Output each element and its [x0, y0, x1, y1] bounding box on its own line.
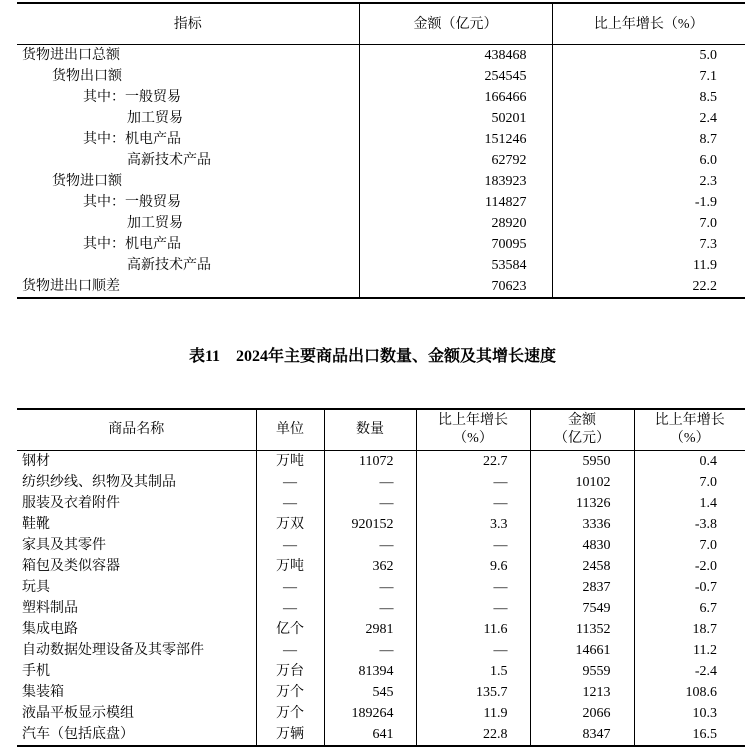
amount-cell: 1213: [530, 682, 634, 703]
column-header: 金额（亿元）: [359, 3, 552, 45]
column-header-line: （%）: [453, 431, 493, 446]
amount-cell: 70623: [359, 276, 552, 298]
amount-cell: 438468: [359, 45, 552, 67]
amount-cell: 2066: [530, 703, 634, 724]
column-header-line: 比上年增长: [654, 413, 725, 428]
growth-cell: 7.0: [552, 213, 745, 234]
amount-cell: 7549: [530, 598, 634, 619]
amount-cell: 11326: [530, 493, 634, 514]
amount-cell: 10102: [530, 472, 634, 493]
commodity-name: 自动数据处理设备及其零部件: [22, 643, 204, 658]
quantity-growth-cell: 9.6: [416, 556, 530, 577]
commodity-name: 手机: [22, 664, 50, 679]
amount-cell: 151246: [359, 129, 552, 150]
growth-cell: 2.3: [552, 171, 745, 192]
quantity-growth-cell: —: [416, 598, 530, 619]
unit-cell: 万个: [256, 682, 324, 703]
column-header: 指标: [17, 3, 359, 45]
table-row: [17, 108, 745, 129]
column-header-line: 商品名称: [108, 422, 165, 437]
table-header-row: [17, 409, 745, 451]
table-row: [17, 45, 745, 67]
quantity-cell: —: [324, 640, 416, 661]
table-row: [17, 703, 745, 724]
amount-growth-cell: 1.4: [634, 493, 745, 514]
growth-cell: 7.3: [552, 234, 745, 255]
quantity-growth-cell: 3.3: [416, 514, 530, 535]
table-row: [17, 234, 745, 255]
quantity-growth-cell: —: [416, 493, 530, 514]
table-row: [17, 129, 745, 150]
growth-cell: 22.2: [552, 276, 745, 298]
growth-cell: 11.9: [552, 255, 745, 276]
row-label: 货物进出口顺差: [22, 279, 120, 294]
table-row: [17, 577, 745, 598]
row-label: 其中：一般贸易: [83, 195, 181, 210]
amount-growth-cell: 7.0: [634, 535, 745, 556]
quantity-cell: 81394: [324, 661, 416, 682]
quantity-cell: 545: [324, 682, 416, 703]
table-row: [17, 598, 745, 619]
row-label: 加工贸易: [127, 111, 183, 126]
amount-cell: 9559: [530, 661, 634, 682]
row-label: 高新技术产品: [127, 258, 211, 273]
column-header: [17, 409, 256, 451]
amount-cell: 50201: [359, 108, 552, 129]
table-row: [17, 682, 745, 703]
table-row: [17, 640, 745, 661]
growth-cell: 2.4: [552, 108, 745, 129]
commodity-name: 液晶平板显示模组: [22, 706, 134, 721]
growth-cell: 7.1: [552, 66, 745, 87]
quantity-growth-cell: 11.6: [416, 619, 530, 640]
amount-growth-cell: -2.4: [634, 661, 745, 682]
growth-cell: -1.9: [552, 192, 745, 213]
unit-cell: 亿个: [256, 619, 324, 640]
column-header: [416, 409, 530, 451]
amount-cell: 2458: [530, 556, 634, 577]
table-row: [17, 556, 745, 577]
quantity-cell: 11072: [324, 451, 416, 473]
quantity-cell: 362: [324, 556, 416, 577]
commodity-name: 钢材: [22, 454, 50, 469]
column-header-line: 数量: [356, 422, 384, 437]
amount-cell: 53584: [359, 255, 552, 276]
export-commodities-table: [17, 408, 745, 747]
table-row: [17, 150, 745, 171]
column-header: 比上年增长（%）: [552, 3, 745, 45]
table-row: [17, 87, 745, 108]
column-header: [530, 409, 634, 451]
quantity-cell: —: [324, 472, 416, 493]
commodity-name: 箱包及类似容器: [22, 559, 120, 574]
quantity-cell: —: [324, 493, 416, 514]
amount-growth-cell: 16.5: [634, 724, 745, 746]
unit-cell: —: [256, 577, 324, 598]
unit-cell: 万双: [256, 514, 324, 535]
table-row: [17, 255, 745, 276]
amount-cell: 11352: [530, 619, 634, 640]
amount-cell: 70095: [359, 234, 552, 255]
quantity-cell: —: [324, 598, 416, 619]
table-row: [17, 619, 745, 640]
column-header-line: （%）: [669, 431, 710, 446]
amount-growth-cell: 11.2: [634, 640, 745, 661]
column-header: [634, 409, 745, 451]
amount-cell: 183923: [359, 171, 552, 192]
amount-growth-cell: 0.4: [634, 451, 745, 473]
table-row: [17, 661, 745, 682]
quantity-growth-cell: 1.5: [416, 661, 530, 682]
column-header-line: 金额: [568, 413, 596, 428]
table-row: [17, 276, 745, 298]
column-header-line: 比上年增长: [438, 413, 508, 428]
row-label: 加工贸易: [127, 216, 183, 231]
quantity-cell: 920152: [324, 514, 416, 535]
table-header-row: [17, 3, 745, 45]
quantity-growth-cell: 135.7: [416, 682, 530, 703]
amount-cell: 5950: [530, 451, 634, 473]
amount-cell: 14661: [530, 640, 634, 661]
amount-cell: 166466: [359, 87, 552, 108]
row-label: 其中：机电产品: [83, 132, 181, 147]
unit-cell: —: [256, 493, 324, 514]
row-label: 其中：一般贸易: [83, 90, 181, 105]
unit-cell: —: [256, 598, 324, 619]
column-header: [256, 409, 324, 451]
quantity-cell: —: [324, 577, 416, 598]
table-title: 表11 2024年主要商品出口数量、金额及其增长速度: [188, 348, 557, 365]
table-row: [17, 213, 745, 234]
amount-cell: 28920: [359, 213, 552, 234]
commodity-name: 玩具: [22, 580, 50, 595]
row-label: 其中：机电产品: [83, 237, 181, 252]
amount-growth-cell: 10.3: [634, 703, 745, 724]
table-row: [17, 192, 745, 213]
quantity-growth-cell: 22.8: [416, 724, 530, 746]
quantity-growth-cell: —: [416, 640, 530, 661]
amount-growth-cell: 6.7: [634, 598, 745, 619]
table-row: [17, 724, 745, 746]
trade-summary-table: [17, 2, 745, 299]
commodity-name: 服装及衣着附件: [22, 496, 120, 511]
quantity-growth-cell: 22.7: [416, 451, 530, 473]
amount-cell: 3336: [530, 514, 634, 535]
table-row: [17, 451, 745, 473]
commodity-name: 鞋靴: [22, 517, 50, 532]
amount-cell: 2837: [530, 577, 634, 598]
amount-growth-cell: -3.8: [634, 514, 745, 535]
amount-cell: 114827: [359, 192, 552, 213]
table-row: [17, 171, 745, 192]
quantity-cell: 2981: [324, 619, 416, 640]
unit-cell: 万吨: [256, 451, 324, 473]
commodity-name: 汽车（包括底盘）: [22, 727, 134, 742]
quantity-cell: 641: [324, 724, 416, 746]
commodity-name: 集装箱: [22, 685, 64, 700]
row-label: 货物进出口总额: [22, 48, 120, 63]
table-row: [17, 493, 745, 514]
row-label: 货物出口额: [52, 69, 122, 84]
unit-cell: —: [256, 472, 324, 493]
growth-cell: 6.0: [552, 150, 745, 171]
table-row: [17, 472, 745, 493]
column-header-line: 单位: [276, 422, 304, 437]
growth-cell: 8.7: [552, 129, 745, 150]
column-header: [324, 409, 416, 451]
amount-cell: 62792: [359, 150, 552, 171]
table-row: [17, 535, 745, 556]
growth-cell: 8.5: [552, 87, 745, 108]
column-header-line: （亿元）: [554, 431, 610, 446]
growth-cell: 5.0: [552, 45, 745, 67]
quantity-growth-cell: —: [416, 577, 530, 598]
amount-cell: 4830: [530, 535, 634, 556]
table-row: [17, 66, 745, 87]
amount-growth-cell: 108.6: [634, 682, 745, 703]
unit-cell: 万辆: [256, 724, 324, 746]
quantity-growth-cell: —: [416, 535, 530, 556]
row-label: 高新技术产品: [127, 153, 211, 168]
commodity-name: 家具及其零件: [22, 538, 106, 553]
amount-growth-cell: 7.0: [634, 472, 745, 493]
table-row: [17, 514, 745, 535]
unit-cell: 万个: [256, 703, 324, 724]
quantity-cell: —: [324, 535, 416, 556]
unit-cell: 万吨: [256, 556, 324, 577]
amount-growth-cell: 18.7: [634, 619, 745, 640]
amount-growth-cell: -2.0: [634, 556, 745, 577]
commodity-name: 集成电路: [22, 622, 78, 637]
amount-growth-cell: -0.7: [634, 577, 745, 598]
commodity-name: 塑料制品: [22, 601, 78, 616]
quantity-growth-cell: —: [416, 472, 530, 493]
quantity-cell: 189264: [324, 703, 416, 724]
unit-cell: —: [256, 535, 324, 556]
unit-cell: 万台: [256, 661, 324, 682]
commodity-name: 纺织纱线、织物及其制品: [22, 475, 176, 490]
unit-cell: —: [256, 640, 324, 661]
amount-cell: 8347: [530, 724, 634, 746]
row-label: 货物进口额: [52, 174, 122, 189]
quantity-growth-cell: 11.9: [416, 703, 530, 724]
amount-cell: 254545: [359, 66, 552, 87]
